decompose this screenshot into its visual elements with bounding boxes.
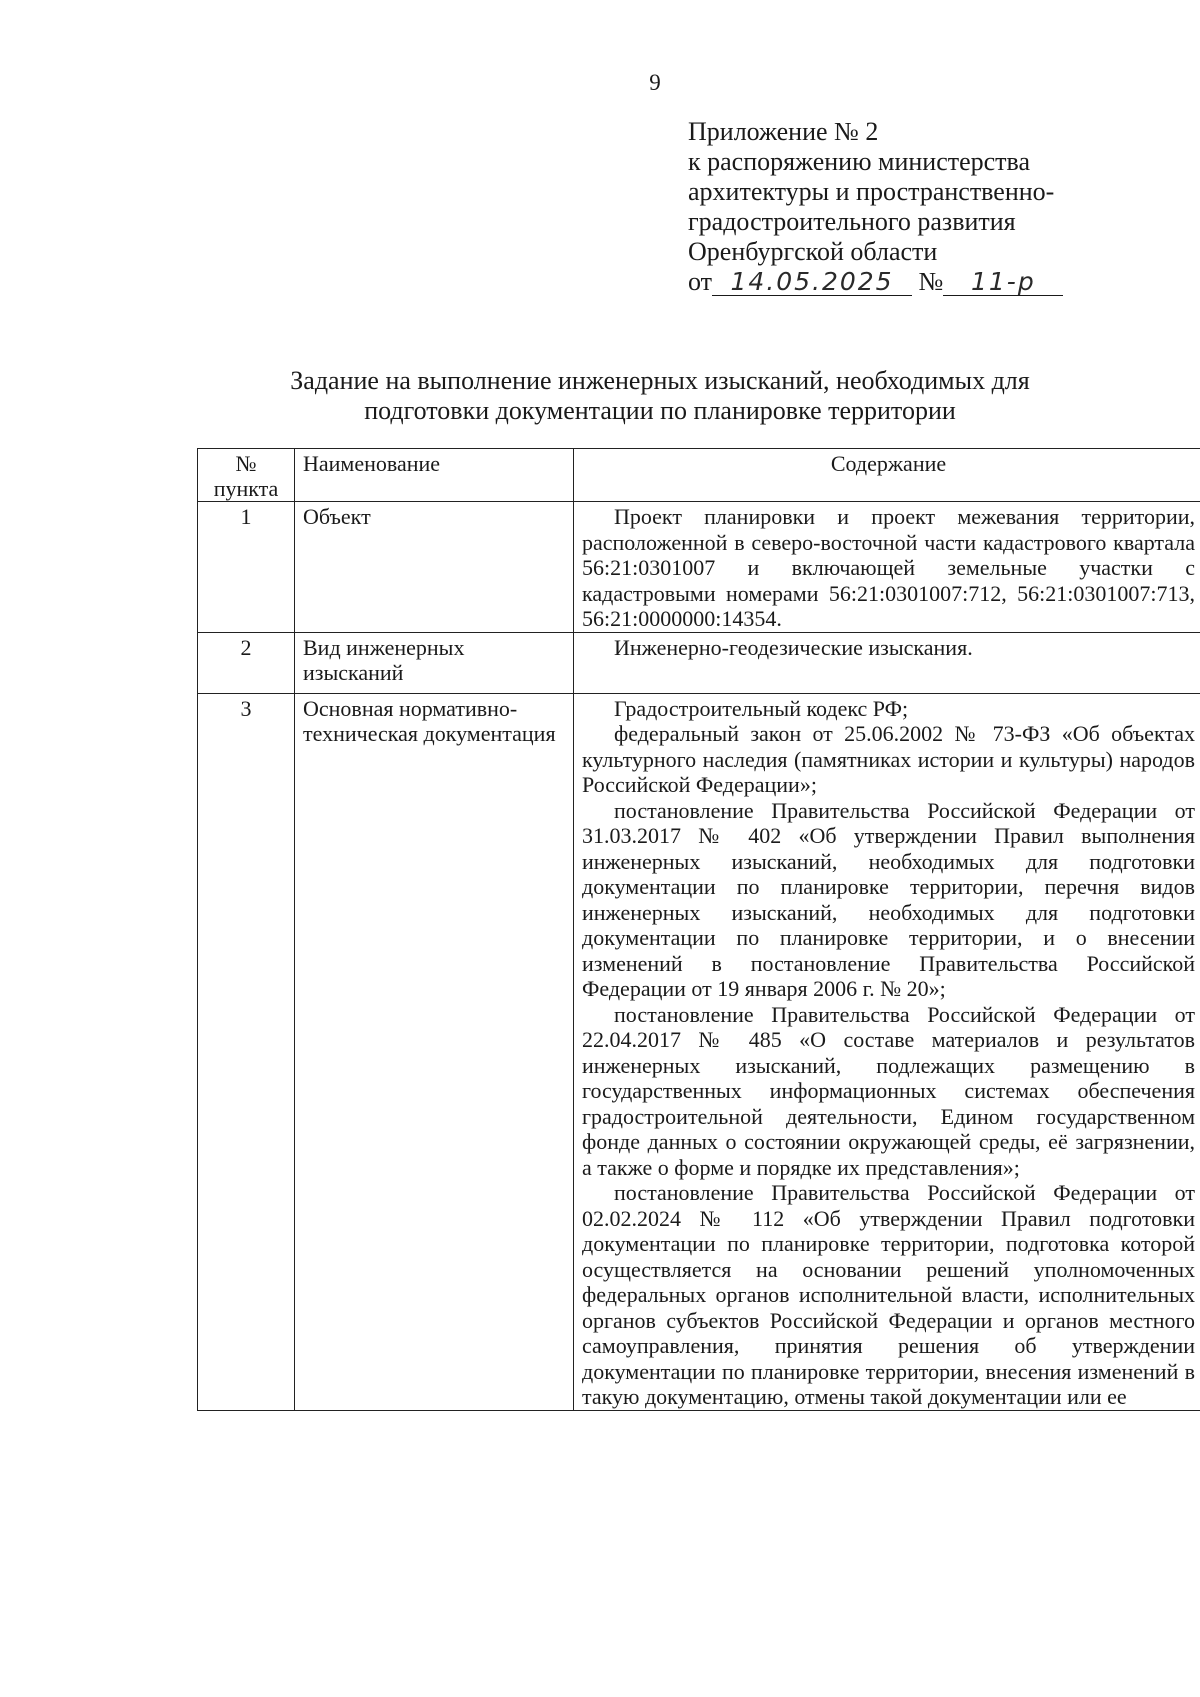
row-num: 3	[198, 693, 295, 1410]
title-line: Задание на выполнение инженерных изысканий, необходимых для	[290, 366, 1030, 395]
title-line: подготовки документации по планировке территории	[364, 396, 956, 425]
appendix-line: Оренбургской области	[688, 237, 938, 266]
content-paragraph: постановление Правительства Российской Федерации от 31.03.2017 № 402 «Об утверждении Правил выполнения инженерных изысканий, необходимых для подготовки документации по планировке территории, перечня видов инженерных изысканий, необходимых для подготовки документации по планировке территории, и о внесении изменений в постановление Правительства Российской Федерации от 19 января 2006 г. № 20»;	[582, 797, 1195, 1001]
appendix-title: Приложение № 2	[688, 117, 879, 146]
appendix-line: архитектуры и пространственно-	[688, 177, 1055, 206]
handwritten-date: 14.05.2025	[712, 269, 912, 296]
content-paragraph: постановление Правительства Российской Федерации от 02.02.2024 № 112 «Об утверждении Правил подготовки документации по планировке территории, подготовка которой осуществляется на основании решений уполномоченных федеральных органов исполнительной власти, исполнительных органов субъектов Российской Федерации и органов местного самоуправления, принятия решения об утверждении документации по планировке территории, внесения изменений в такую документацию, отмены такой документации или ее	[582, 1180, 1195, 1409]
header-content: Содержание	[574, 449, 1200, 502]
row-content	[574, 693, 1200, 1410]
from-label: от	[688, 267, 713, 296]
content-paragraph: Градостроительный кодекс РФ;	[614, 695, 909, 721]
content-paragraph: Проект планировки и проект межевания территории, расположенной в северо-восточной части кадастрового квартала 56:21:0301007 и включающей земельные участки с кадастровыми номерами 56:21:0301007:712, 56:21:0301007:713, 56:21:0000000:14354.	[582, 504, 1195, 631]
row-num: 2	[198, 632, 295, 693]
page-number: 9	[649, 70, 661, 95]
row-name: Вид инженерных изысканий	[295, 632, 574, 693]
row-name: Основная нормативно-техническая документация	[295, 693, 574, 1410]
table-row	[198, 502, 1200, 633]
handwritten-number: 11-р	[943, 269, 1063, 296]
order-date-number-line	[688, 267, 1158, 297]
header-name: Наименование	[295, 449, 574, 502]
table-row	[198, 632, 1200, 693]
content-paragraph: Инженерно-геодезические изыскания.	[614, 634, 973, 660]
row-content	[574, 632, 1200, 693]
row-name: Объект	[295, 502, 574, 633]
row-content	[574, 502, 1200, 633]
appendix-line: градостроительного развития	[688, 207, 1016, 236]
content-paragraph: федеральный закон от 25.06.2002 № 73-ФЗ «Об объектах культурного наследия (памятниках истории и культуры) народов Российской Федерации»;	[582, 721, 1195, 797]
document-title	[230, 366, 1090, 426]
header-num: № пункта	[198, 449, 295, 502]
appendix-header	[688, 117, 1158, 297]
appendix-line: к распоряжению министерства	[688, 147, 1031, 176]
requirements-table	[197, 448, 1200, 1411]
row-num: 1	[198, 502, 295, 633]
content-paragraph: постановление Правительства Российской Федерации от 22.04.2017 № 485 «О составе материалов и результатов инженерных изысканий, подлежащих размещению в государственных информационных системах обеспечения градостроительной деятельности, Едином государственном фонде данных о состоянии окружающей среды, её загрязнении, а также о форме и порядке их представления»;	[582, 1001, 1195, 1180]
table-header-row	[198, 449, 1200, 502]
table-row	[198, 693, 1200, 1410]
number-label: №	[918, 267, 944, 296]
